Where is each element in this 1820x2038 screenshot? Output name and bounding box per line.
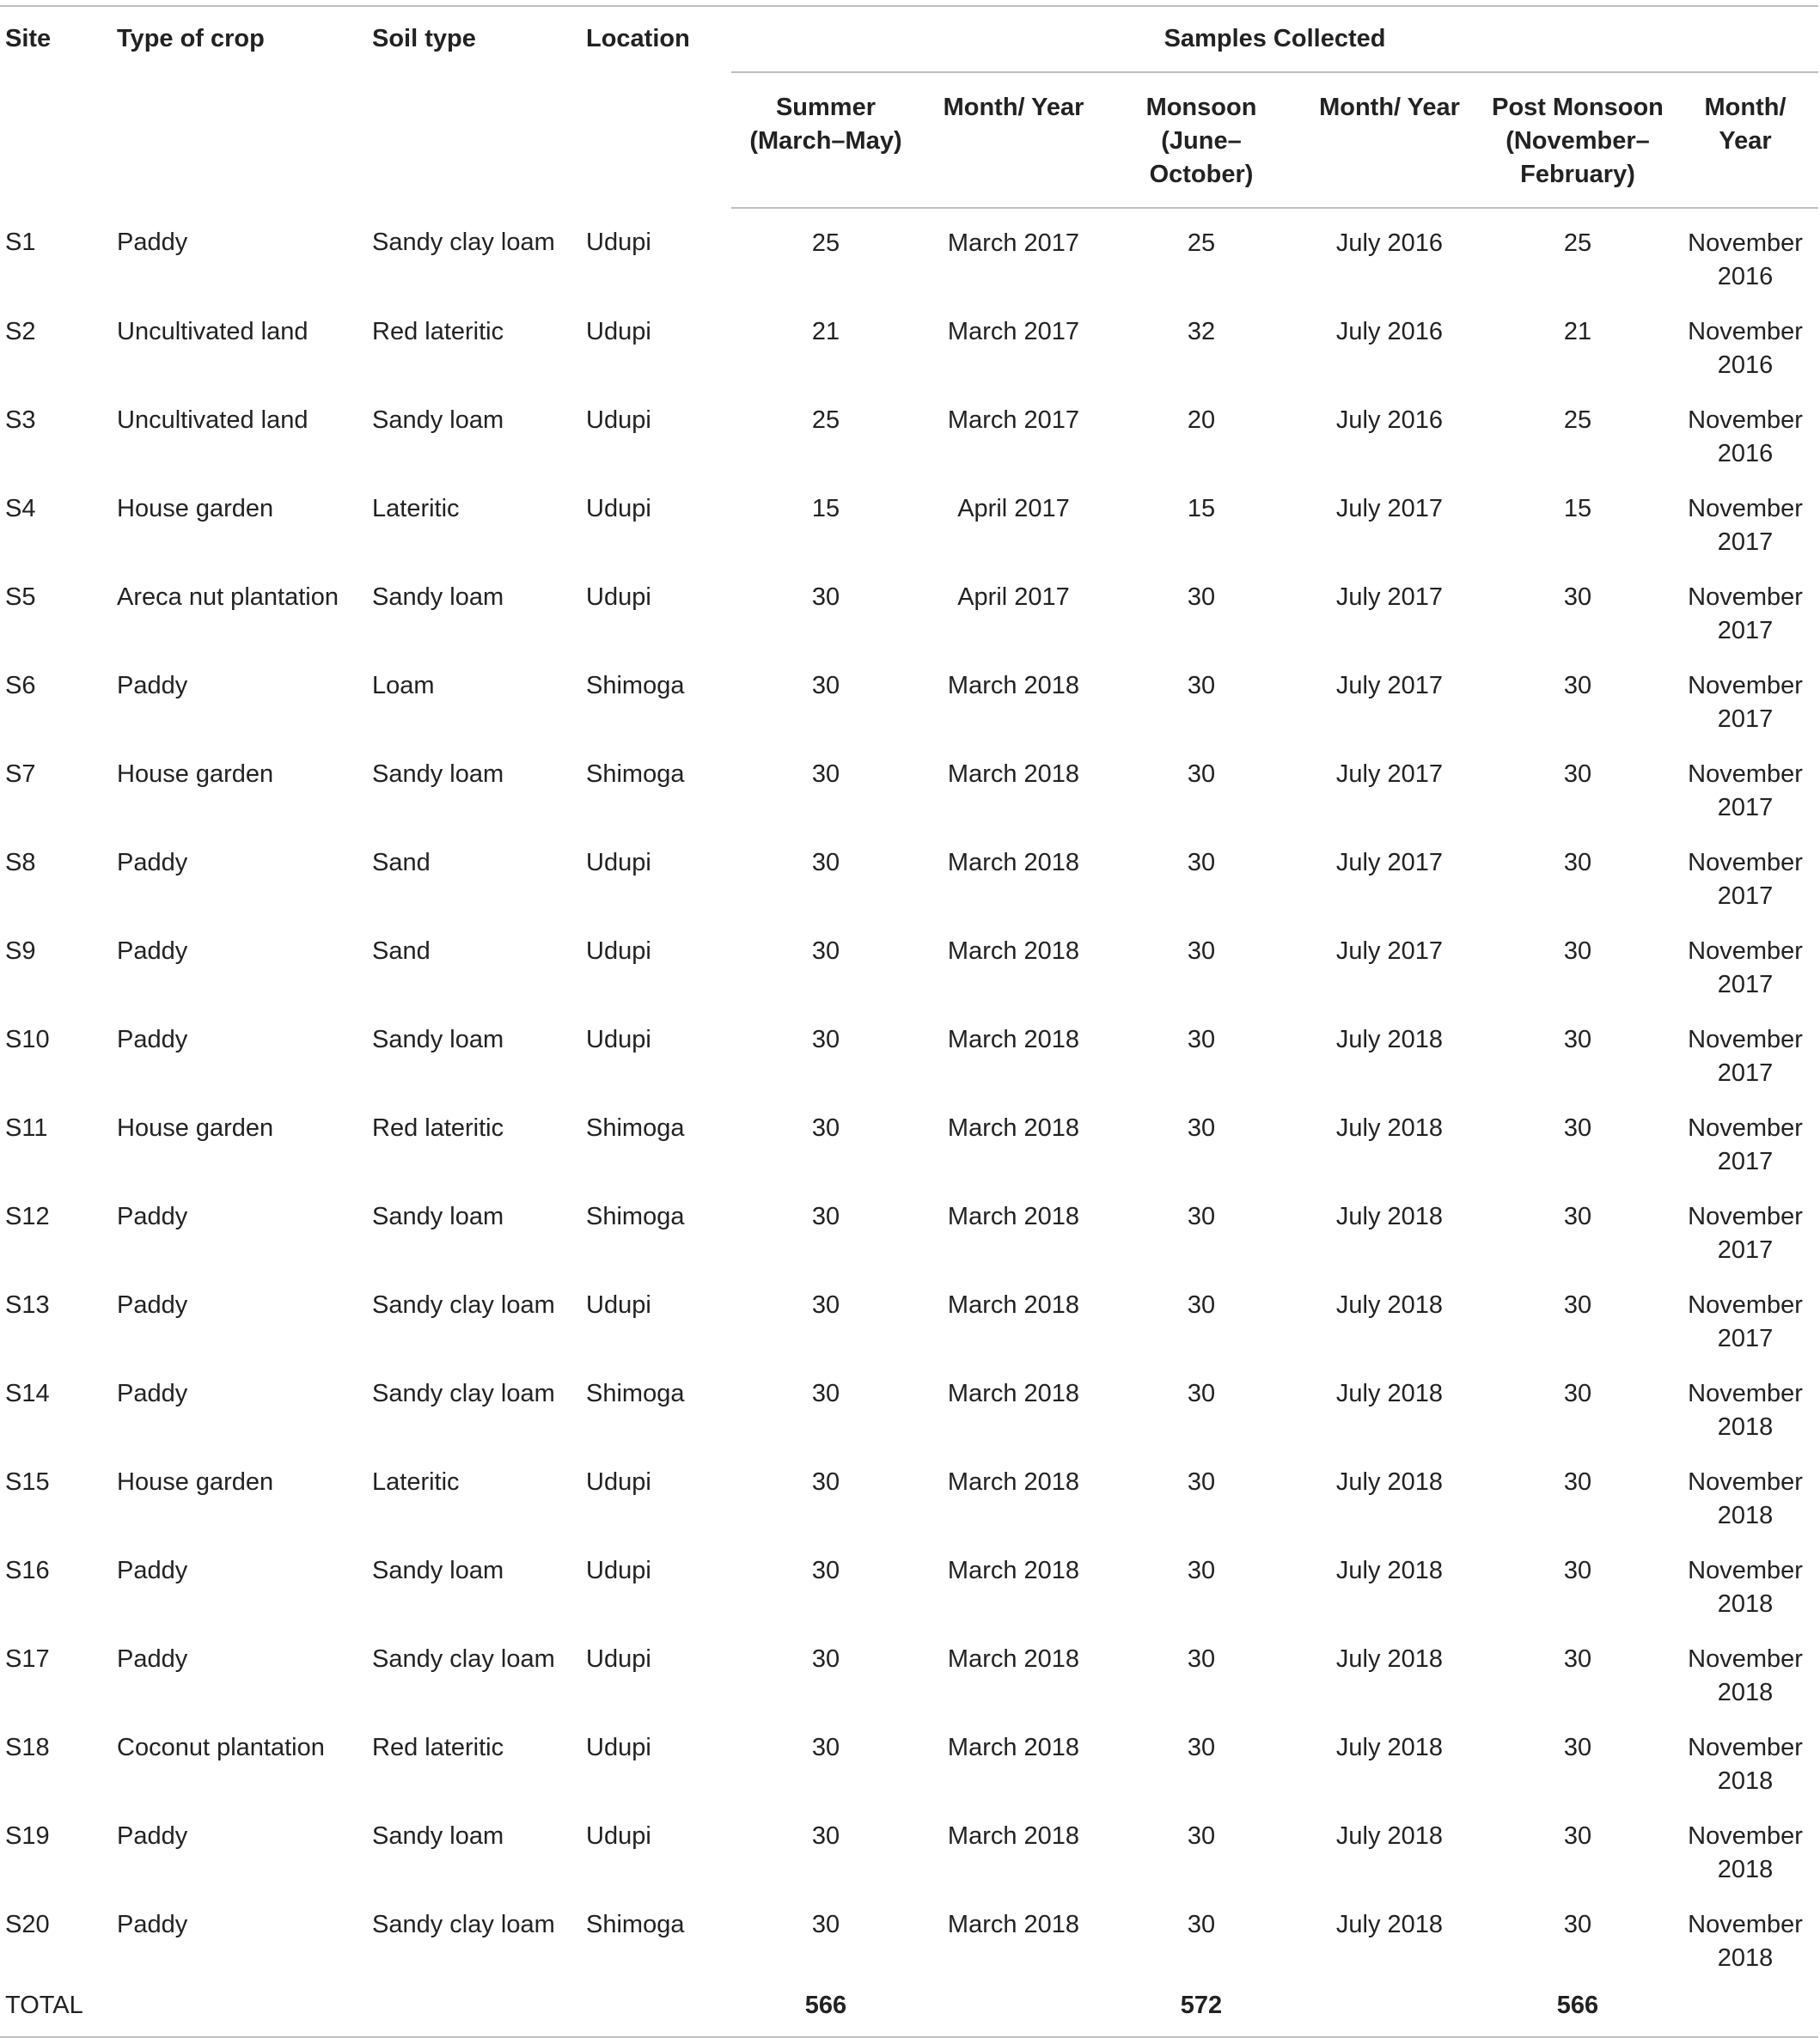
cell-location: Udupi (586, 495, 651, 522)
cell-monsoon-count: 30 (1187, 1734, 1216, 1761)
cell-post-monsoon-count: 30 (1563, 849, 1592, 876)
table-row (0, 1894, 1818, 1982)
cell-location: Shimoga (586, 1203, 685, 1230)
cell-monsoon-date: July 2018 (1335, 1291, 1444, 1319)
cell-location: Shimoga (586, 760, 685, 788)
cell-monsoon-date: July 2016 (1335, 229, 1444, 257)
cell-location: Udupi (586, 1734, 651, 1761)
cell-location: Udupi (586, 937, 651, 965)
cell-monsoon-date: July 2017 (1335, 760, 1444, 788)
total-monsoon: 572 (1107, 1982, 1296, 2037)
cell-summer-count: 25 (811, 406, 840, 434)
cell-monsoon-date: July 2018 (1335, 1645, 1444, 1673)
cell-post-monsoon-count: 30 (1563, 1291, 1592, 1319)
cell-post-monsoon-date: November 2017 (1688, 937, 1803, 998)
cell-site: S18 (5, 1734, 50, 1761)
table-row (0, 1628, 1818, 1717)
cell-monsoon-count: 30 (1187, 1822, 1216, 1850)
cell-summer-date: March 2018 (947, 1822, 1080, 1850)
table-row (0, 1805, 1818, 1894)
cell-site: S12 (5, 1203, 50, 1230)
cell-location: Udupi (586, 1645, 651, 1673)
cell-post-monsoon-date: November 2018 (1688, 1734, 1803, 1795)
cell-crop: Paddy (117, 1645, 188, 1673)
cell-crop: House garden (117, 1468, 274, 1496)
cell-monsoon-count: 30 (1187, 672, 1216, 699)
cell-soil: Red lateritic (372, 1734, 504, 1761)
samples-table-container (0, 5, 1820, 2038)
cell-monsoon-date: July 2016 (1335, 318, 1444, 345)
cell-post-monsoon-count: 30 (1563, 1557, 1592, 1584)
cell-post-monsoon-count: 30 (1563, 937, 1592, 965)
table-row (0, 208, 1818, 301)
cell-post-monsoon-date: November 2018 (1688, 1468, 1803, 1529)
cell-summer-count: 30 (811, 1114, 840, 1142)
cell-monsoon-date: July 2018 (1335, 1557, 1444, 1584)
cell-crop: Paddy (117, 1557, 188, 1584)
cell-monsoon-date: July 2017 (1335, 937, 1444, 965)
cell-site: S17 (5, 1645, 50, 1673)
cell-monsoon-date: July 2017 (1335, 495, 1444, 522)
cell-crop: Paddy (117, 229, 188, 256)
cell-monsoon-count: 32 (1187, 318, 1216, 345)
table-row (0, 832, 1818, 920)
cell-location: Udupi (586, 406, 651, 434)
cell-location: Udupi (586, 1822, 651, 1850)
header-site: Site (0, 6, 112, 208)
cell-soil: Lateritic (372, 1468, 460, 1496)
cell-location: Udupi (586, 849, 651, 876)
cell-monsoon-date: July 2018 (1335, 1734, 1444, 1761)
cell-post-monsoon-date: November 2017 (1688, 1026, 1803, 1087)
cell-summer-count: 30 (811, 937, 840, 965)
cell-soil: Sandy clay loam (372, 1380, 555, 1407)
cell-monsoon-count: 30 (1187, 1557, 1216, 1584)
header-samples-collected: Samples Collected (731, 6, 1818, 72)
cell-post-monsoon-count: 30 (1563, 583, 1592, 611)
cell-crop: Coconut plantation (117, 1734, 325, 1761)
cell-crop: Paddy (117, 1291, 188, 1319)
cell-post-monsoon-date: November 2017 (1688, 1291, 1803, 1352)
cell-summer-date: March 2018 (947, 672, 1080, 699)
cell-monsoon-date: July 2016 (1335, 406, 1444, 434)
cell-summer-count: 30 (811, 1911, 840, 1938)
cell-post-monsoon-date: November 2016 (1688, 229, 1803, 290)
header-month-year-post-monsoon: Month/ Year (1672, 72, 1818, 208)
cell-monsoon-count: 20 (1187, 406, 1216, 434)
cell-post-monsoon-count: 30 (1563, 1645, 1592, 1673)
cell-crop: Paddy (117, 1822, 188, 1850)
cell-post-monsoon-count: 25 (1563, 229, 1592, 257)
total-summer: 566 (731, 1982, 920, 2037)
cell-monsoon-count: 30 (1187, 1380, 1216, 1407)
cell-soil: Sandy loam (372, 583, 504, 611)
cell-site: S20 (5, 1911, 50, 1938)
cell-site: S14 (5, 1380, 50, 1407)
cell-post-monsoon-date: November 2018 (1688, 1822, 1803, 1883)
cell-location: Udupi (586, 1291, 651, 1319)
cell-crop: House garden (117, 1114, 274, 1142)
cell-post-monsoon-date: November 2017 (1688, 495, 1803, 556)
cell-site: S8 (5, 849, 36, 876)
cell-post-monsoon-count: 30 (1563, 1114, 1592, 1142)
cell-monsoon-count: 30 (1187, 1114, 1216, 1142)
cell-post-monsoon-date: November 2017 (1688, 1203, 1803, 1264)
cell-monsoon-date: July 2018 (1335, 1114, 1444, 1142)
table-row (0, 478, 1818, 566)
cell-crop: Uncultivated land (117, 318, 308, 345)
cell-summer-date: March 2018 (947, 1026, 1080, 1053)
total-post-monsoon: 566 (1483, 1982, 1672, 2037)
cell-summer-date: March 2018 (947, 1380, 1080, 1407)
cell-post-monsoon-count: 30 (1563, 1203, 1592, 1230)
table-row (0, 1717, 1818, 1805)
cell-post-monsoon-date: November 2016 (1688, 318, 1803, 379)
cell-site: S13 (5, 1291, 50, 1319)
table-row (0, 389, 1818, 478)
cell-soil: Sandy clay loam (372, 1911, 555, 1938)
cell-post-monsoon-date: November 2017 (1688, 849, 1803, 910)
cell-summer-date: March 2018 (947, 1114, 1080, 1142)
cell-summer-count: 30 (811, 1645, 840, 1673)
cell-summer-date: March 2018 (947, 1645, 1080, 1673)
cell-monsoon-count: 30 (1187, 937, 1216, 965)
samples-table (0, 5, 1818, 2038)
cell-monsoon-date: July 2017 (1335, 672, 1444, 699)
cell-monsoon-date: July 2018 (1335, 1911, 1444, 1938)
cell-post-monsoon-count: 30 (1563, 1911, 1592, 1938)
header-soil: Soil type (367, 6, 581, 208)
cell-site: S4 (5, 495, 36, 522)
cell-soil: Sandy loam (372, 1026, 504, 1053)
cell-post-monsoon-count: 21 (1563, 318, 1592, 345)
cell-soil: Sandy loam (372, 760, 504, 788)
cell-summer-date: March 2018 (947, 1557, 1080, 1584)
table-row (0, 1009, 1818, 1097)
cell-site: S11 (5, 1114, 48, 1142)
table-row (0, 301, 1818, 389)
cell-soil: Sandy loam (372, 1822, 504, 1850)
cell-soil: Lateritic (372, 495, 460, 522)
table-header (0, 6, 1818, 208)
cell-post-monsoon-count: 25 (1563, 406, 1592, 434)
cell-summer-date: March 2018 (947, 937, 1080, 965)
cell-location: Shimoga (586, 1114, 685, 1142)
cell-monsoon-date: July 2018 (1335, 1468, 1444, 1496)
cell-summer-date: April 2017 (957, 495, 1070, 522)
cell-crop: Paddy (117, 1380, 188, 1407)
total-label: TOTAL (0, 1982, 112, 2037)
table-body (0, 208, 1818, 1982)
cell-crop: Areca nut plantation (117, 583, 339, 611)
table-row (0, 1274, 1818, 1363)
cell-site: S15 (5, 1468, 50, 1496)
cell-post-monsoon-count: 30 (1563, 1734, 1592, 1761)
cell-monsoon-date: July 2017 (1335, 849, 1444, 876)
table-footer (0, 1982, 1818, 2037)
cell-soil: Red lateritic (372, 318, 504, 345)
cell-post-monsoon-date: November 2016 (1688, 406, 1803, 467)
table-row (0, 655, 1818, 743)
table-row (0, 1363, 1818, 1451)
cell-soil: Sandy loam (372, 1203, 504, 1230)
cell-monsoon-count: 30 (1187, 1645, 1216, 1673)
header-crop: Type of crop (112, 6, 367, 208)
cell-post-monsoon-date: November 2018 (1688, 1380, 1803, 1441)
cell-monsoon-count: 30 (1187, 1203, 1216, 1230)
table-row (0, 566, 1818, 655)
cell-post-monsoon-date: November 2017 (1688, 583, 1803, 644)
table-row (0, 1540, 1818, 1628)
cell-crop: Paddy (117, 849, 188, 876)
cell-soil: Red lateritic (372, 1114, 504, 1142)
cell-site: S5 (5, 583, 36, 611)
cell-summer-count: 30 (811, 1026, 840, 1053)
cell-site: S1 (5, 229, 36, 256)
cell-site: S6 (5, 672, 36, 699)
cell-monsoon-count: 25 (1187, 229, 1216, 257)
cell-location: Udupi (586, 583, 651, 611)
cell-soil: Sandy loam (372, 406, 504, 434)
cell-summer-date: April 2017 (957, 583, 1070, 611)
cell-post-monsoon-count: 30 (1563, 1822, 1592, 1850)
cell-summer-date: March 2018 (947, 1291, 1080, 1319)
cell-post-monsoon-date: November 2017 (1688, 760, 1803, 821)
cell-summer-count: 30 (811, 1380, 840, 1407)
cell-monsoon-date: July 2018 (1335, 1822, 1444, 1850)
cell-soil: Sandy clay loam (372, 1645, 555, 1673)
cell-location: Udupi (586, 1468, 651, 1496)
cell-crop: Paddy (117, 672, 188, 699)
cell-monsoon-count: 15 (1187, 495, 1216, 522)
header-post-monsoon: Post Monsoon (November–February) (1483, 72, 1672, 208)
cell-summer-date: March 2018 (947, 849, 1080, 876)
cell-post-monsoon-date: November 2017 (1688, 672, 1803, 733)
cell-monsoon-date: July 2018 (1335, 1380, 1444, 1407)
cell-monsoon-date: July 2018 (1335, 1203, 1444, 1230)
cell-summer-count: 30 (811, 849, 840, 876)
header-monsoon: Monsoon (June–October) (1107, 72, 1296, 208)
cell-post-monsoon-count: 30 (1563, 1026, 1592, 1053)
cell-summer-count: 30 (811, 672, 840, 699)
cell-location: Udupi (586, 1557, 651, 1584)
cell-post-monsoon-date: November 2018 (1688, 1645, 1803, 1706)
cell-monsoon-count: 30 (1187, 1911, 1216, 1938)
cell-site: S19 (5, 1822, 50, 1850)
cell-location: Shimoga (586, 1380, 685, 1407)
cell-post-monsoon-count: 30 (1563, 760, 1592, 788)
cell-soil: Sand (372, 937, 431, 965)
header-month-year-summer: Month/ Year (920, 72, 1107, 208)
cell-monsoon-date: July 2017 (1335, 583, 1444, 611)
cell-summer-date: March 2017 (947, 318, 1080, 345)
cell-post-monsoon-date: November 2018 (1688, 1911, 1803, 1972)
table-row (0, 1451, 1818, 1540)
cell-site: S16 (5, 1557, 50, 1584)
cell-crop: Paddy (117, 1026, 188, 1053)
cell-summer-date: March 2018 (947, 760, 1080, 788)
cell-location: Shimoga (586, 1911, 685, 1938)
cell-monsoon-count: 30 (1187, 1291, 1216, 1319)
table-row (0, 1186, 1818, 1274)
cell-location: Shimoga (586, 672, 685, 699)
cell-monsoon-count: 30 (1187, 583, 1216, 611)
cell-site: S7 (5, 760, 36, 788)
cell-monsoon-count: 30 (1187, 1026, 1216, 1053)
cell-location: Udupi (586, 318, 651, 345)
cell-summer-count: 21 (811, 318, 840, 345)
cell-crop: House garden (117, 760, 274, 788)
cell-monsoon-count: 30 (1187, 1468, 1216, 1496)
table-row (0, 920, 1818, 1009)
header-location: Location (581, 6, 731, 208)
cell-soil: Sandy clay loam (372, 1291, 555, 1319)
cell-site: S2 (5, 318, 36, 345)
cell-summer-count: 30 (811, 1734, 840, 1761)
cell-crop: Paddy (117, 937, 188, 965)
cell-crop: Paddy (117, 1203, 188, 1230)
cell-crop: Paddy (117, 1911, 188, 1938)
header-summer: Summer (March–May) (731, 72, 920, 208)
cell-summer-count: 30 (811, 1468, 840, 1496)
cell-post-monsoon-date: November 2018 (1688, 1557, 1803, 1618)
cell-post-monsoon-date: November 2017 (1688, 1114, 1803, 1175)
cell-summer-count: 25 (811, 229, 840, 257)
cell-soil: Sandy clay loam (372, 229, 555, 256)
cell-soil: Sand (372, 849, 431, 876)
cell-summer-count: 30 (811, 1822, 840, 1850)
cell-location: Udupi (586, 1026, 651, 1053)
cell-site: S3 (5, 406, 36, 434)
cell-summer-date: March 2018 (947, 1911, 1080, 1938)
cell-crop: Uncultivated land (117, 406, 308, 434)
cell-location: Udupi (586, 229, 651, 256)
table-row (0, 1097, 1818, 1186)
total-row (0, 1982, 1818, 2037)
cell-post-monsoon-count: 30 (1563, 1380, 1592, 1407)
cell-soil: Loam (372, 672, 435, 699)
cell-crop: House garden (117, 495, 274, 522)
table-row (0, 743, 1818, 832)
cell-summer-count: 30 (811, 760, 840, 788)
cell-summer-count: 30 (811, 1291, 840, 1319)
cell-post-monsoon-count: 15 (1563, 495, 1592, 522)
cell-summer-count: 30 (811, 1203, 840, 1230)
cell-monsoon-count: 30 (1187, 760, 1216, 788)
cell-summer-count: 30 (811, 583, 840, 611)
cell-summer-date: March 2017 (947, 406, 1080, 434)
cell-monsoon-count: 30 (1187, 849, 1216, 876)
cell-summer-date: March 2018 (947, 1203, 1080, 1230)
cell-soil: Sandy loam (372, 1557, 504, 1584)
cell-post-monsoon-count: 30 (1563, 672, 1592, 699)
cell-summer-date: March 2018 (947, 1468, 1080, 1496)
cell-site: S9 (5, 937, 36, 965)
cell-summer-count: 30 (811, 1557, 840, 1584)
cell-post-monsoon-count: 30 (1563, 1468, 1592, 1496)
cell-summer-date: March 2017 (947, 229, 1080, 257)
cell-monsoon-date: July 2018 (1335, 1026, 1444, 1053)
cell-site: S10 (5, 1026, 50, 1053)
header-month-year-monsoon: Month/ Year (1296, 72, 1483, 208)
cell-summer-date: March 2018 (947, 1734, 1080, 1761)
cell-summer-count: 15 (811, 495, 840, 522)
